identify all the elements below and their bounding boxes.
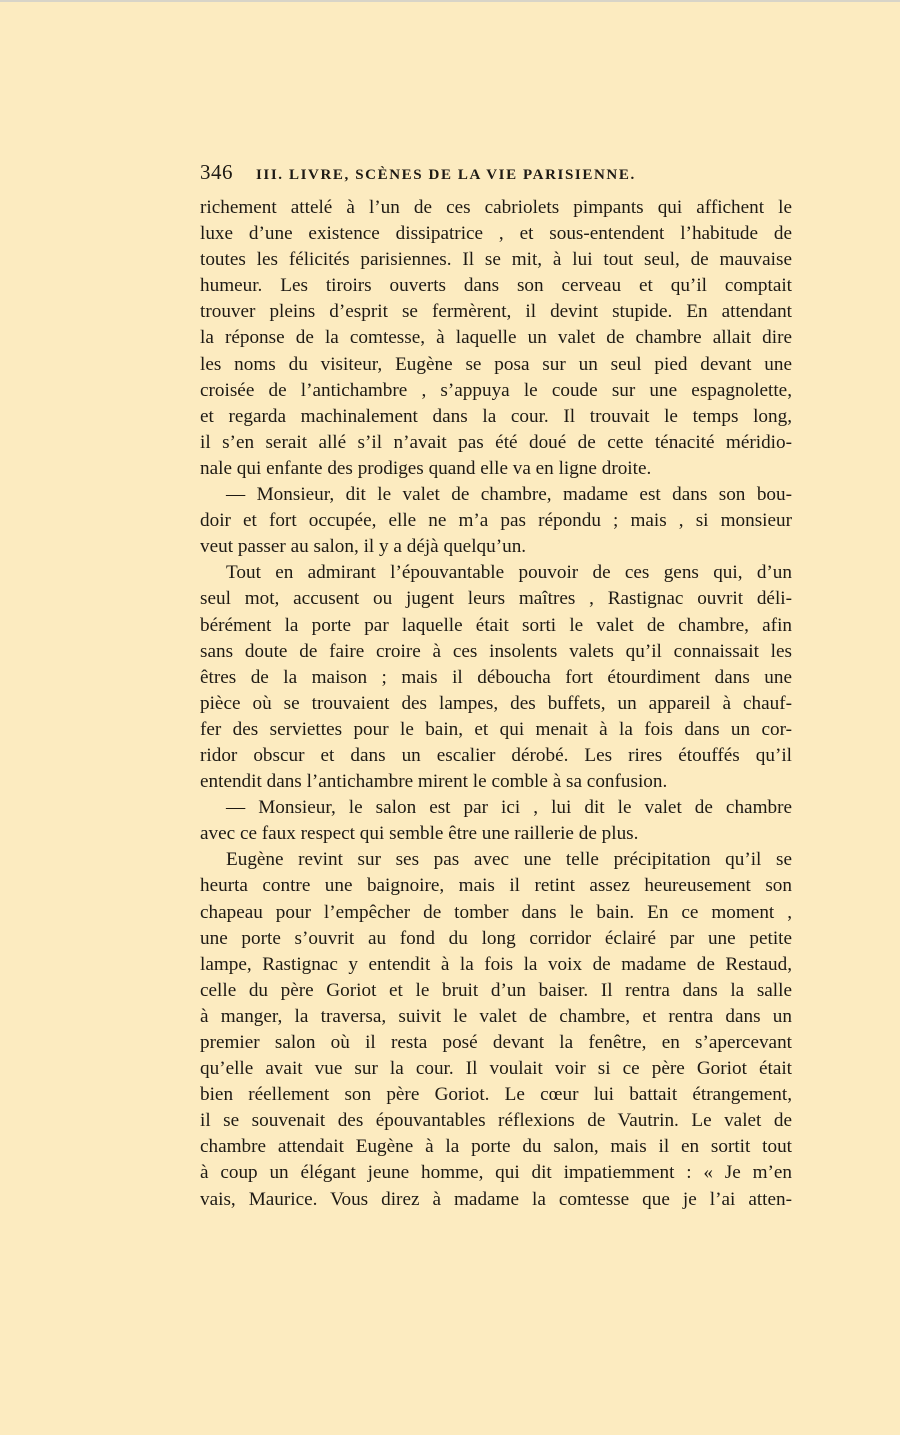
running-head: III. LIVRE, SCÈNES DE LA VIE PARISIENNE. — [256, 167, 636, 183]
text-line: et regarda machinalement dans la cour. Il trouvait le temps long, — [200, 405, 792, 427]
text-line: bien réellement son père Goriot. Le cœur lui battait étrangement, — [200, 1084, 792, 1106]
page-number: 346 — [200, 160, 233, 184]
text-line: êtres de la maison ; mais il déboucha fort étourdiment dans une — [200, 666, 792, 688]
text-line: nale qui enfante des prodiges quand elle va en ligne droite. — [200, 457, 652, 479]
text-line: une porte s’ouvrit au fond du long corridor éclairé par une petite — [200, 927, 792, 949]
text-line: à manger, la traversa, suivit le valet de chambre, et rentra dans un — [200, 1005, 792, 1027]
text-line: qu’elle avait vue sur la cour. Il voulait voir si ce père Goriot était — [200, 1058, 792, 1080]
text-line: il s’en serait allé s’il n’avait pas été doué de cette ténacité méridio- — [200, 431, 792, 453]
text-line: — Monsieur, le salon est par ici , lui dit le valet de chambre — [226, 797, 792, 819]
text-line: veut passer au salon, il y a déjà quelqu’un. — [200, 536, 527, 558]
text-line: sans doute de faire croire à ces insolents valets qu’il connaissait les — [200, 640, 792, 662]
text-line: richement attelé à l’un de ces cabriolets pimpants qui affichent le — [200, 197, 792, 218]
text-line: toutes les félicités parisiennes. Il se mit, à lui tout seul, de mauvaise — [200, 249, 792, 271]
text-line: fer des serviettes pour le bain, et qui menait à la fois dans un cor- — [200, 718, 792, 740]
text-line: humeur. Les tiroirs ouverts dans son cerveau et qu’il comptait — [200, 275, 792, 297]
text-line: la réponse de la comtesse, à laquelle un valet de chambre allait dire — [200, 327, 792, 349]
text-line: chapeau pour l’empêcher de tomber dans le bain. En ce moment , — [200, 901, 792, 923]
text-line: luxe d’une existence dissipatrice , et sous-entendent l’habitude de — [200, 223, 792, 245]
body-text — [200, 195, 792, 1213]
text-line: vais, Maurice. Vous direz à madame la comtesse que je l’ai atten- — [200, 1188, 792, 1210]
text-line: heurta contre une baignoire, mais il retint assez heureusement son — [200, 875, 792, 897]
text-line: ridor obscur et dans un escalier dérobé. Les rires étouffés qu’il — [200, 744, 792, 766]
text-line: — Monsieur, dit le valet de chambre, madame est dans son bou- — [226, 484, 792, 506]
text-line: bérément la porte par laquelle était sorti le valet de chambre, afin — [200, 614, 792, 636]
text-line: Eugène revint sur ses pas avec une telle précipitation qu’il se — [226, 849, 792, 871]
text-line: croisée de l’antichambre , s’appuya le coude sur une espagnolette, — [200, 379, 792, 401]
text-line: seul mot, accusent ou jugent leurs maîtres , Rastignac ouvrit déli- — [200, 588, 792, 610]
text-line: trouver pleins d’esprit se fermèrent, il devint stupide. En attendant — [200, 301, 792, 323]
text-line: celle du père Goriot et le bruit d’un baiser. Il rentra dans la salle — [200, 979, 792, 1001]
text-line: entendit dans l’antichambre mirent le comble à sa confusion. — [200, 771, 668, 793]
text-line: doir et fort occupée, elle ne m’a pas répondu ; mais , si monsieur — [200, 510, 792, 532]
page-header — [200, 160, 792, 188]
text-line: pièce où se trouvaient des lampes, des buffets, un appareil à chauf- — [200, 692, 792, 714]
text-line: lampe, Rastignac y entendit à la fois la voix de madame de Restaud, — [200, 953, 792, 975]
text-line: à coup un élégant jeune homme, qui dit impatiemment : « Je m’en — [200, 1162, 792, 1184]
text-line: chambre attendait Eugène à la porte du salon, mais il en sortit tout — [200, 1136, 792, 1158]
text-line: les noms du visiteur, Eugène se posa sur un seul pied devant une — [200, 353, 792, 375]
text-line: il se souvenait des épouvantables réflexions de Vautrin. Le valet de — [200, 1110, 792, 1132]
text-line: Tout en admirant l’épouvantable pouvoir de ces gens qui, d’un — [226, 562, 792, 584]
text-line: avec ce faux respect qui semble être une raillerie de plus. — [200, 823, 639, 845]
text-line: premier salon où il resta posé devant la fenêtre, en s’apercevant — [200, 1032, 792, 1053]
